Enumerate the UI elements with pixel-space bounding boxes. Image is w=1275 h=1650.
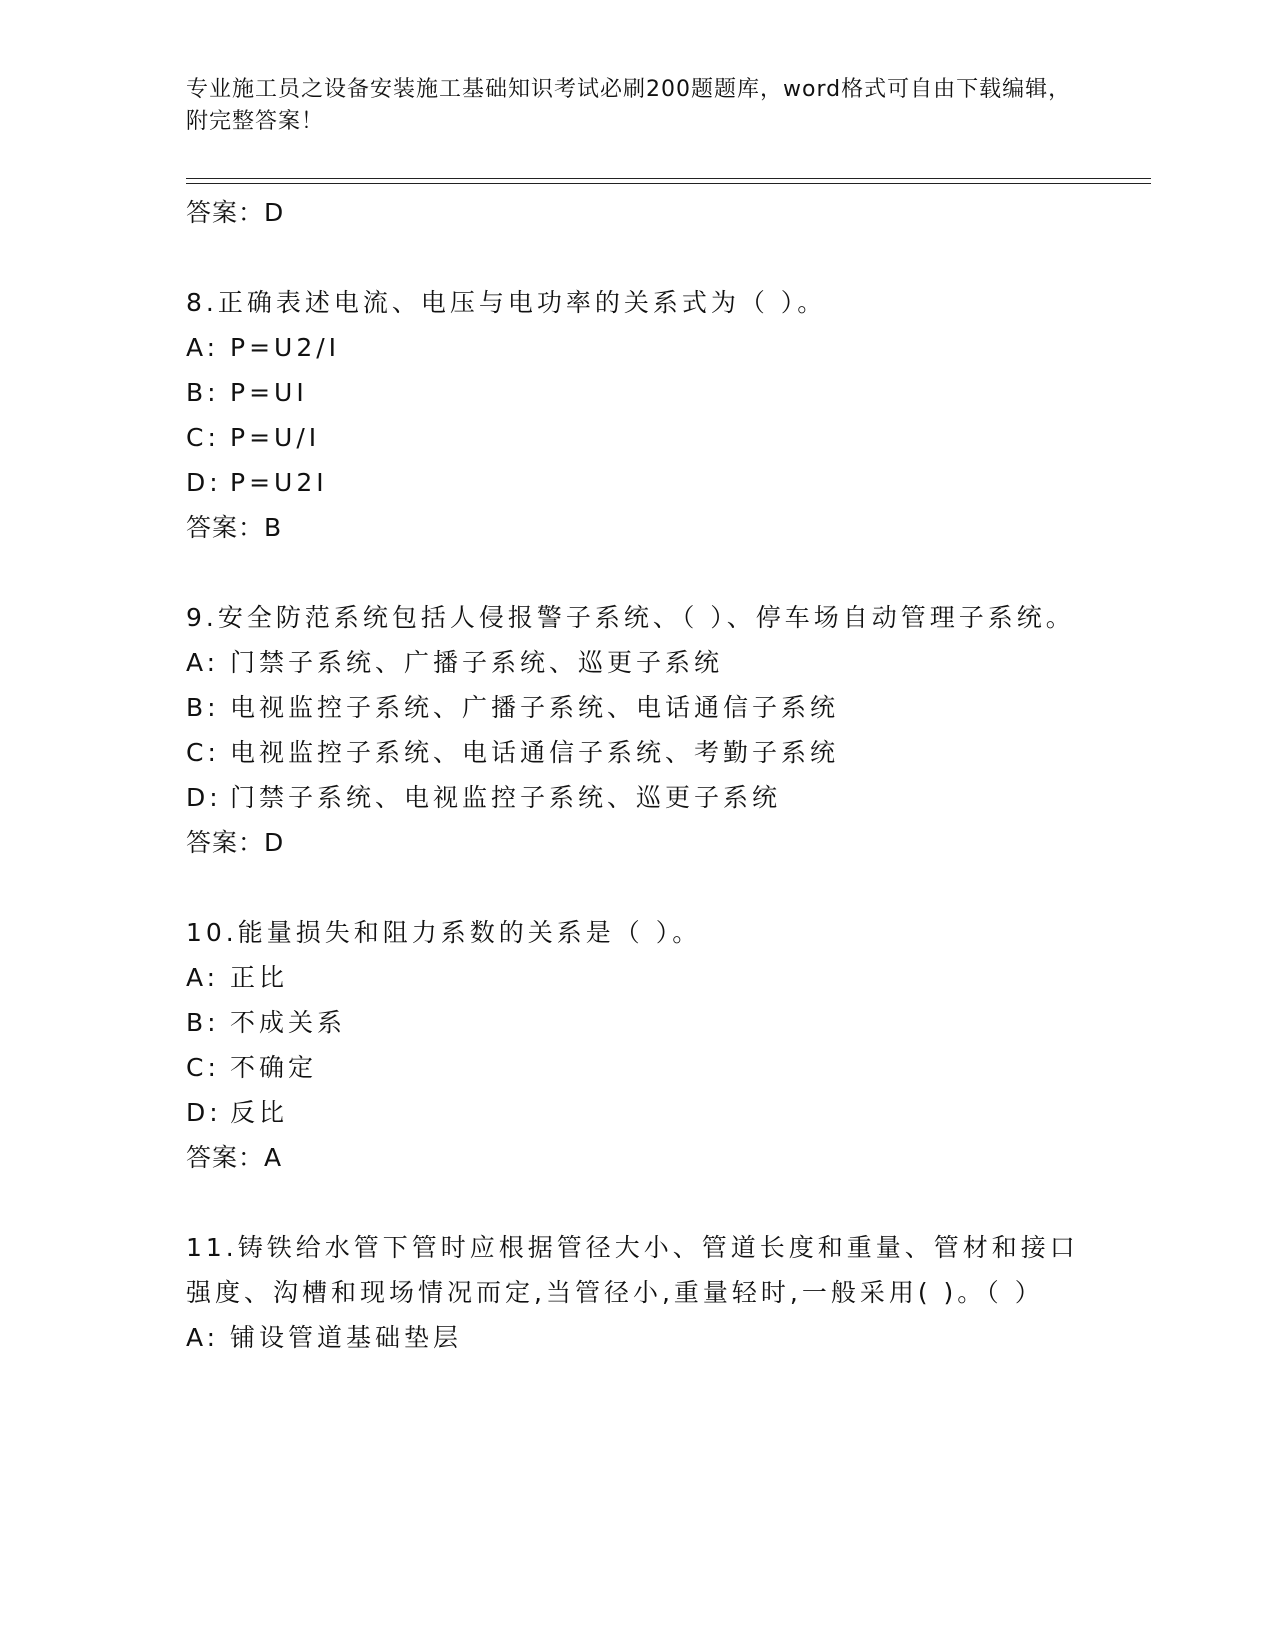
option-key: C: [186,1053,220,1082]
option-key: A: [186,648,220,677]
answer-option [186,325,1086,370]
answer-option [186,955,1086,1000]
answer-option [186,1000,1086,1045]
answer-option [186,730,1086,775]
question-text: 10.能量损失和阻力系数的关系是（ ）。 [186,918,702,947]
option-key: C: [186,423,220,452]
option-key: D: [186,1098,222,1127]
option-text: 门禁子系统、广播子系统、巡更子系统 [230,648,724,677]
option-key: D: [186,783,222,812]
option-key: B: [186,693,220,722]
option-text: 不成关系 [230,1008,347,1037]
option-text: 正比 [230,963,289,992]
answer-option [186,370,1086,415]
header-divider [186,178,1151,179]
question-text: 9.安全防范系统包括人侵报警子系统、（ ）、停车场自动管理子系统。 [186,603,1075,632]
option-text: 电视监控子系统、广播子系统、电话通信子系统 [230,693,840,722]
option-text: P=UI [230,378,308,407]
option-text: 铺设管道基础垫层 [230,1323,463,1352]
answer-line: 答案：B [186,513,283,542]
option-text: 不确定 [230,1053,318,1082]
option-text: 反比 [230,1098,289,1127]
spacer [186,550,1086,595]
document-header: 专业施工员之设备安装施工基础知识考试必刷200题题库，word格式可自由下载编辑，附完整答案！ [186,77,1072,134]
option-key: B: [186,378,220,407]
option-text: 门禁子系统、电视监控子系统、巡更子系统 [230,783,782,812]
header-divider-secondary [186,183,1151,184]
answer-option [186,685,1086,730]
answer-option [186,1045,1086,1090]
answer-line: 答案：D [186,198,285,227]
spacer [186,865,1086,910]
answer-line: 答案：D [186,828,285,857]
option-text: P=U2/I [230,333,341,362]
question-text: 11.铸铁给水管下管时应根据管径大小、管道长度和重量、管材和接口强度、沟槽和现场情况而定,当管径小,重量轻时,一般采用( )。（ ） [186,1233,1079,1307]
option-key: A: [186,963,220,992]
answer-option [186,775,1086,820]
option-key: B: [186,1008,220,1037]
answer-option [186,415,1086,460]
option-key: D: [186,468,222,497]
answer-option [186,640,1086,685]
answer-line: 答案：A [186,1143,283,1172]
answer-option [186,1315,1086,1360]
option-key: A: [186,1323,220,1352]
spacer [186,1180,1086,1225]
option-key: C: [186,738,220,767]
option-text: P=U2I [230,468,328,497]
answer-option [186,1090,1086,1135]
option-text: 电视监控子系统、电话通信子系统、考勤子系统 [230,738,840,767]
option-text: P=U/I [230,423,321,452]
question-text: 8.正确表述电流、电压与电功率的关系式为（ ）。 [186,288,827,317]
option-key: A: [186,333,220,362]
spacer [186,235,1086,280]
answer-option [186,460,1086,505]
question-list [186,190,1086,1360]
